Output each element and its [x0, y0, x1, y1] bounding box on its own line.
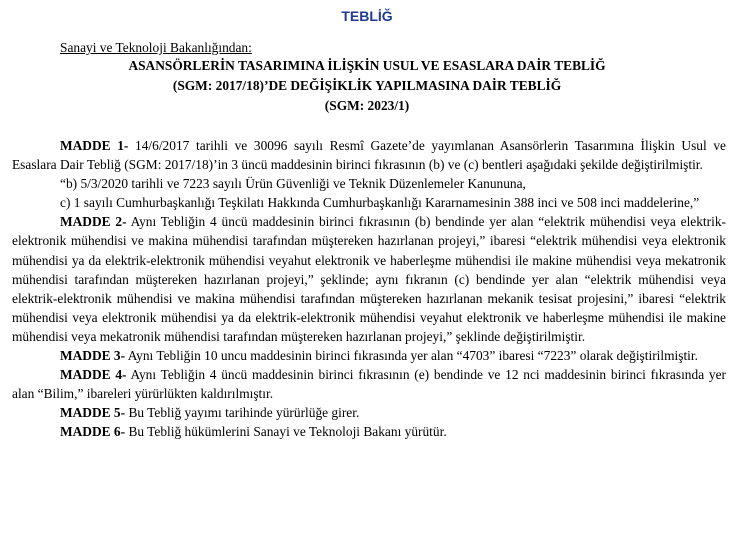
article-3 [12, 346, 726, 365]
article-6 [12, 422, 726, 441]
article-5 [12, 403, 726, 422]
article-6-label: MADDE 6- [60, 424, 126, 440]
article-1-label: MADDE 1- [60, 138, 129, 153]
article-4 [12, 365, 726, 403]
title-line-3: (SGM: 2023/1) [324, 98, 410, 113]
quoted-clause-b: “b) 5/3/2020 tarihli ve 7223 sayılı Ürün Güvenliği ve Teknik Düzenlemeler Kanununa, [60, 176, 526, 192]
article-5-text: Bu Tebliğ yayımı tarihinde yürürlüğe girer. [125, 405, 360, 421]
document-body [12, 136, 726, 442]
title-line-2: (SGM: 2017/18)’DE DEĞİŞİKLİK YAPILMASINA DAİR TEBLİĞ [172, 78, 562, 93]
article-2-text: Aynı Tebliğin 4 üncü maddesinin birinci fıkrasının (b) bendinde yer alan “elektrik mühendisi veya elektrik-elektronik mühendisi ve makina mühendisi tarafından müştereken hazırlanan projeyi,” ibaresi “elektrik mühendisi veya elektronik mühendisi ya da elektrik-elektronik mühendisi veyahut elektronik ve haberleşme mühendisi ile makine mühendisi veya mekatronik mühendisi tarafından müştereken hazırlanan projeyi,” şeklinde; aynı fıkranın (c) bendinde yer alan “elektrik mühendisi veya elektrik-elektronik mühendisi ve makina mühendisi tarafından müştereken hazırlanan mekanik tesisat projesini,” ibaresi “elektrik mühendisi veya elektronik mühendisi ya da elektrik-elektronik mühendisi veyahut elektronik ve haberleşme mühendisi ile makine mühendisi veya mekatronik mühendisi tarafından müştereken hazırlanan projeyi,” şeklinde değiştirilmiştir. [12, 214, 726, 344]
article-3-text: Aynı Tebliğin 10 uncu maddesinin birinci fıkrasında yer alan “4703” ibaresi “7223” olarak değiştirilmiştir. [125, 348, 698, 364]
title-line-1: ASANSÖRLERİN TASARIMINA İLİŞKİN USUL VE ESASLARA DAİR TEBLİĞ [128, 58, 606, 73]
issuer-line: Sanayi ve Teknoloji Bakanlığından: [60, 40, 252, 55]
article-5-label: MADDE 5- [60, 405, 126, 421]
quoted-clause-c: c) 1 sayılı Cumhurbaşkanlığı Teşkilatı Hakkında Cumhurbaşkanlığı Kararnamesinin 388 inci ve 508 inci maddelerine,” [60, 195, 700, 211]
article-2-label: MADDE 2- [60, 214, 127, 230]
article-3-label: MADDE 3- [60, 348, 126, 364]
article-4-text: Aynı Tebliğin 4 üncü maddesinin birinci fıkrasının (e) bendinde ve 12 nci maddesinin birinci fıkrasında yer alan “Bilim,” ibareleri yürürlükten kaldırılmıştır. [12, 367, 726, 402]
article-1-text: 14/6/2017 tarihli ve 30096 sayılı Resmî Gazete’de yayımlanan Asansörlerin Tasarımına İlişkin Usul ve Esaslara Dair Tebliğ (SGM: 2017/18)’in 3 üncü maddesinin birinci fıkrasının (b) ve (c) bentleri aşağıdaki şekilde değiştirilmiştir. [12, 138, 726, 173]
article-6-text: Bu Tebliğ hükümlerini Sanayi ve Teknoloji Bakanı yürütür. [125, 424, 447, 440]
article-1 [12, 136, 726, 174]
document-type-heading: TEBLİĞ [341, 8, 393, 24]
article-2 [12, 212, 726, 346]
article-4-label: MADDE 4- [60, 367, 127, 383]
